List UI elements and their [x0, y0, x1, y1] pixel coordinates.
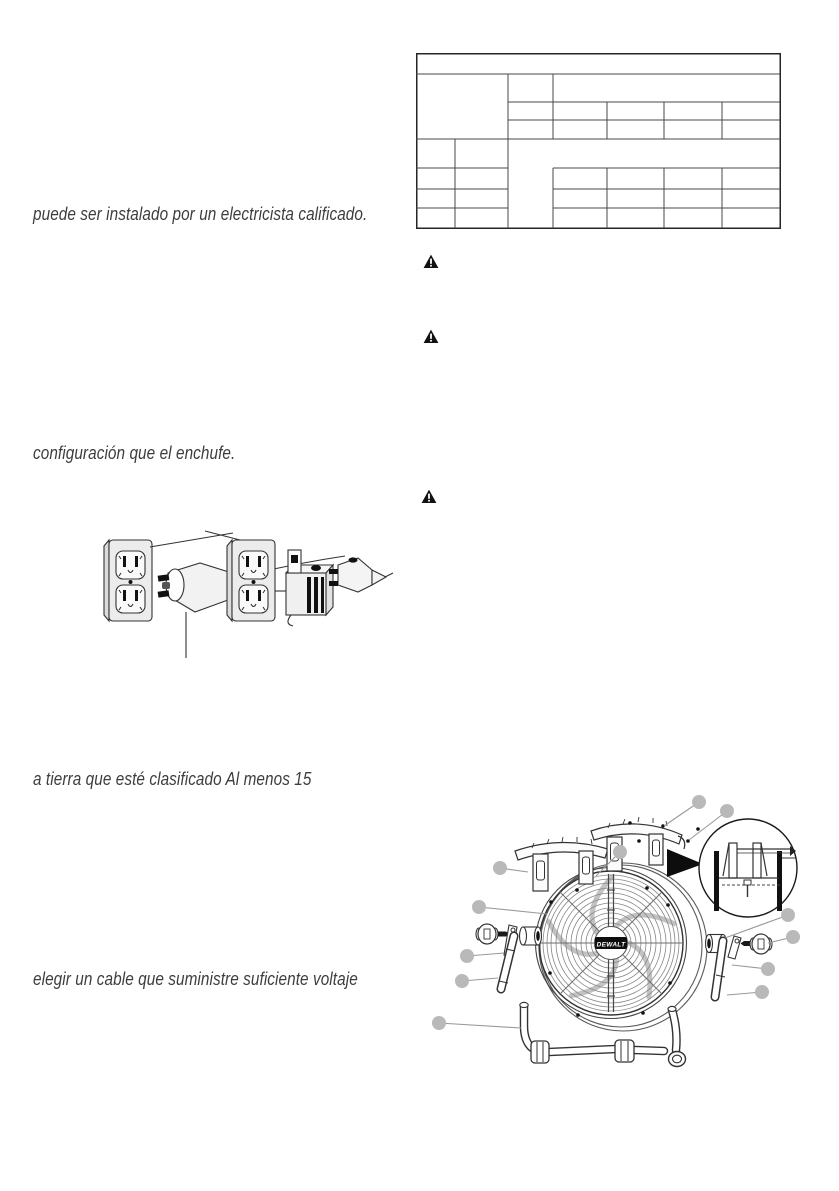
handle-left: [515, 837, 608, 891]
grounding-adapter: [275, 550, 333, 626]
callout-marker: [455, 974, 469, 988]
leg-frame: [520, 1002, 686, 1066]
callout-marker: [432, 1016, 446, 1030]
extension-cord-spec-table: [416, 53, 782, 229]
callout-marker: [761, 962, 775, 976]
fan-exploded-diagram: [425, 785, 825, 1085]
body-text-line-3: a tierra que esté clasificado Al menos 15: [33, 769, 312, 789]
callout-marker: [613, 845, 627, 859]
grounding-outlet-illustration: [95, 525, 395, 670]
warning-icon: [423, 254, 439, 269]
detail-pointer-wedge: [667, 849, 703, 877]
handle-mount-detail-inset: [699, 819, 797, 917]
callout-marker: [493, 861, 507, 875]
warning-icon: [421, 489, 437, 504]
callout-marker: [472, 900, 486, 914]
body-text-line-1: puede ser instalado por un electricista calificado.: [33, 204, 368, 224]
fan-hub: [595, 927, 628, 960]
callout-marker: [720, 804, 734, 818]
body-text-line-2: configuración que el enchufe.: [33, 443, 236, 463]
hub-logo-text: DEWALT: [596, 941, 626, 949]
right-mount-hardware: [706, 934, 773, 959]
callout-marker: [460, 949, 474, 963]
callout-marker: [786, 930, 800, 944]
callout-marker: [692, 795, 706, 809]
callout-marker: [781, 908, 795, 922]
callout-marker: [755, 985, 769, 999]
plug-into-adapter: [329, 557, 393, 592]
warning-icon: [423, 329, 439, 344]
body-text-line-4: elegir un cable que suministre suficiente voltaje: [33, 969, 358, 989]
